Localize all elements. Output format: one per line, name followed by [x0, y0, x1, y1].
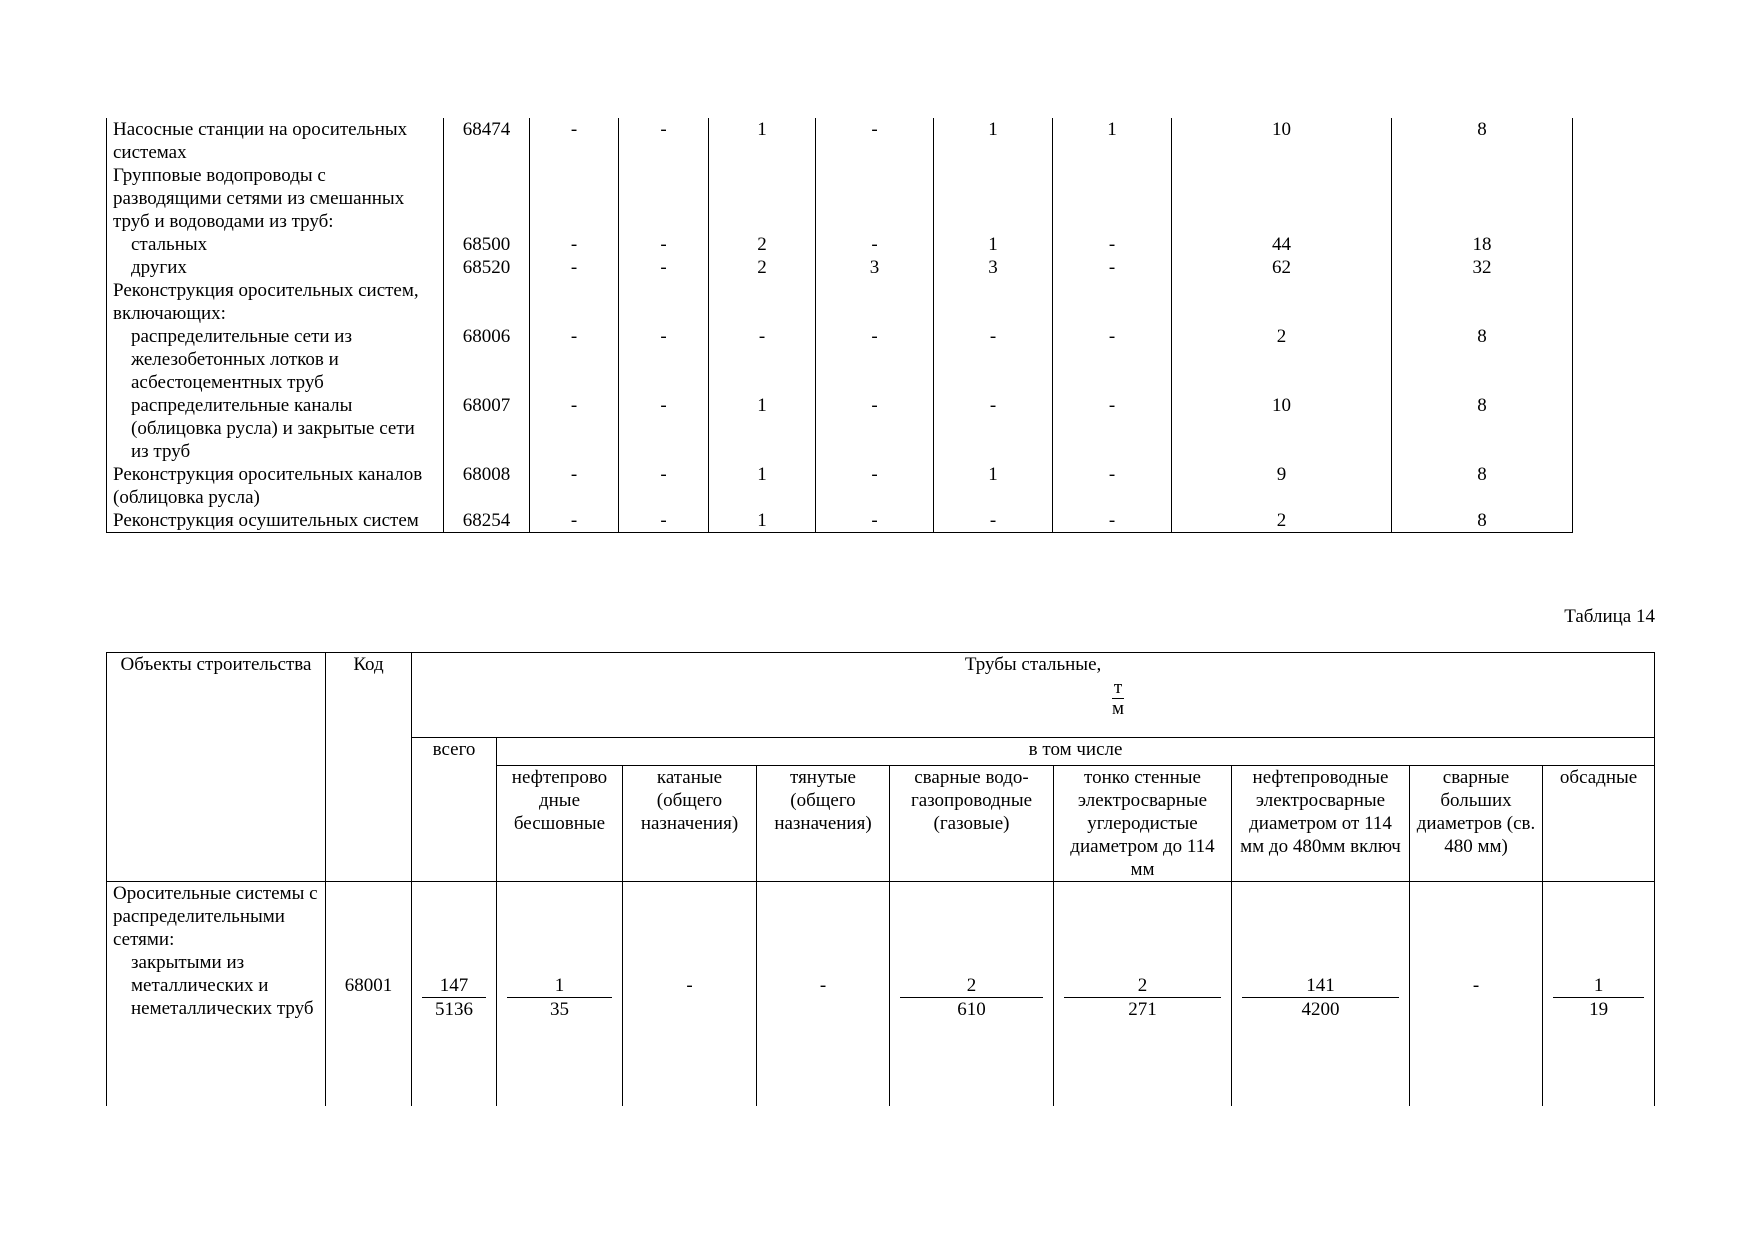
row-value: 1 [934, 463, 1053, 509]
row-objects [107, 882, 326, 1106]
row-value: - [530, 509, 619, 533]
row-total [412, 882, 497, 1106]
row-subheading: закрытыми из металлических и неметаллических труб [131, 952, 314, 1019]
row-value: 1 [1053, 118, 1172, 164]
row-value [530, 279, 619, 325]
row-name: Реконструкция осушительных систем [107, 509, 444, 533]
column-header: катаные (общего назначения) [623, 766, 757, 882]
total-fraction [422, 974, 486, 1021]
row-heading: Оросительные системы с распределительными сетями: [113, 883, 318, 950]
row-value [619, 279, 709, 325]
row-code: 68001 [326, 882, 412, 1106]
total-tonnes: 147 [422, 974, 486, 998]
row-value [1232, 882, 1410, 1106]
row-value: - [530, 118, 619, 164]
row-value [1172, 279, 1392, 325]
value-tonnes: 1 [1553, 974, 1644, 998]
unit-numerator: т [1113, 677, 1123, 698]
header-total: всего [412, 738, 497, 882]
row-value: - [1053, 325, 1172, 394]
unit-denominator: м [1112, 698, 1125, 719]
continuation-table [106, 118, 1573, 533]
row-value: 8 [1392, 394, 1573, 463]
row-value: - [816, 118, 934, 164]
table-row [107, 509, 1573, 533]
header-code: Код [326, 653, 412, 882]
row-value: 3 [816, 256, 934, 279]
table-14 [106, 652, 1655, 1106]
value-fraction [1553, 974, 1644, 1021]
value-fraction [507, 974, 612, 1021]
row-value: 2 [1172, 509, 1392, 533]
row-value [890, 882, 1054, 1106]
value-tonnes: 1 [507, 974, 612, 998]
value-meters: 271 [1128, 999, 1157, 1020]
row-value: 32 [1392, 256, 1573, 279]
row-value: - [530, 325, 619, 394]
row-value [1053, 164, 1172, 233]
row-name: распределительные сети из железобетонных лотков и асбестоцементных труб [107, 325, 444, 394]
row-value: 10 [1172, 394, 1392, 463]
row-value [816, 279, 934, 325]
row-value: - [816, 233, 934, 256]
row-value: 1 [709, 463, 816, 509]
row-value: - [619, 325, 709, 394]
row-value: - [934, 325, 1053, 394]
row-code: 68474 [444, 118, 530, 164]
row-value: - [530, 394, 619, 463]
row-code: 68500 [444, 233, 530, 256]
table-row [107, 325, 1573, 394]
row-value: - [530, 233, 619, 256]
row-value [816, 164, 934, 233]
header-objects: Объекты строительства [107, 653, 326, 882]
column-header: сварные водо-газопроводные (газовые) [890, 766, 1054, 882]
row-value [497, 882, 623, 1106]
row-value [619, 164, 709, 233]
row-code [444, 279, 530, 325]
row-value: 8 [1392, 325, 1573, 394]
value-meters: 4200 [1301, 999, 1340, 1020]
row-value: 1 [934, 118, 1053, 164]
row-name: Реконструкция оросительных каналов (облицовка русла) [107, 463, 444, 509]
row-value: - [816, 325, 934, 394]
row-value: - [1053, 509, 1172, 533]
row-value [1543, 882, 1655, 1106]
column-header: обсадные [1543, 766, 1655, 882]
row-code: 68006 [444, 325, 530, 394]
row-code: 68008 [444, 463, 530, 509]
row-value: 1 [709, 509, 816, 533]
column-header: нефтепроводные электросварные диаметром от 114 мм до 480мм включ [1232, 766, 1410, 882]
row-value [709, 164, 816, 233]
row-value: - [619, 256, 709, 279]
row-value [934, 279, 1053, 325]
row-value: - [816, 509, 934, 533]
row-value: - [619, 233, 709, 256]
row-value: - [619, 509, 709, 533]
row-value: 44 [1172, 233, 1392, 256]
row-value: - [934, 509, 1053, 533]
value-meters: 19 [1589, 999, 1609, 1020]
value-meters: 35 [550, 999, 569, 1020]
column-header: нефтепрово дные бесшовные [497, 766, 623, 882]
table-row [107, 118, 1573, 164]
table-row [107, 394, 1573, 463]
row-value: - [709, 325, 816, 394]
table-14-caption: Таблица 14 [1564, 606, 1655, 627]
row-value: 2 [1172, 325, 1392, 394]
row-value [1392, 279, 1573, 325]
row-value: 9 [1172, 463, 1392, 509]
row-value: 3 [934, 256, 1053, 279]
row-value: - [816, 394, 934, 463]
row-name: других [107, 256, 444, 279]
row-value: 1 [934, 233, 1053, 256]
row-value: - [619, 394, 709, 463]
table-row [107, 463, 1573, 509]
row-code: 68007 [444, 394, 530, 463]
value-fraction [1242, 974, 1399, 1021]
table-row [107, 233, 1573, 256]
row-value: - [623, 882, 757, 1106]
value-tonnes: 2 [1064, 974, 1221, 998]
row-name: стальных [107, 233, 444, 256]
total-meters: 5136 [435, 999, 473, 1020]
row-value [1054, 882, 1232, 1106]
row-value: - [934, 394, 1053, 463]
row-name: Реконструкция оросительных систем, включающих: [107, 279, 444, 325]
row-value: 1 [709, 394, 816, 463]
row-code [444, 164, 530, 233]
header-steel-pipes [412, 653, 1655, 738]
row-value: 1 [709, 118, 816, 164]
row-value: - [530, 463, 619, 509]
table-row [107, 256, 1573, 279]
row-value: - [816, 463, 934, 509]
value-fraction [1064, 974, 1221, 1021]
row-value [530, 164, 619, 233]
value-fraction [900, 974, 1043, 1021]
row-value [1172, 164, 1392, 233]
row-value: 2 [709, 233, 816, 256]
table-row [107, 164, 1573, 233]
column-header: тонко стенные электросварные углеродистые диаметром до 114 мм [1054, 766, 1232, 882]
header-including: в том числе [497, 738, 1655, 766]
row-value [1392, 164, 1573, 233]
header-group-label: Трубы стальные, [964, 654, 1102, 675]
row-value: - [1053, 394, 1172, 463]
row-value: - [1053, 463, 1172, 509]
row-value: - [619, 118, 709, 164]
row-value: - [619, 463, 709, 509]
row-value: 8 [1392, 118, 1573, 164]
row-name: Насосные станции на оросительных системах [107, 118, 444, 164]
row-value: 10 [1172, 118, 1392, 164]
row-value: 2 [709, 256, 816, 279]
row-code: 68520 [444, 256, 530, 279]
row-value: - [530, 256, 619, 279]
row-name: Групповые водопроводы с разводящими сетями из смешанных труб и водоводами из труб: [107, 164, 444, 233]
row-value: 8 [1392, 463, 1573, 509]
table-row [107, 279, 1573, 325]
row-value: - [1053, 233, 1172, 256]
column-header: тянутые (общего назначения) [757, 766, 890, 882]
row-value: 8 [1392, 509, 1573, 533]
value-tonnes: 141 [1242, 974, 1399, 998]
row-value: - [757, 882, 890, 1106]
row-value [1053, 279, 1172, 325]
row-value: 62 [1172, 256, 1392, 279]
row-value [709, 279, 816, 325]
row-value [934, 164, 1053, 233]
row-code: 68254 [444, 509, 530, 533]
row-value: - [1410, 882, 1543, 1106]
row-value: - [1053, 256, 1172, 279]
unit-fraction [1112, 678, 1124, 719]
row-name: распределительные каналы (облицовка русла) и закрытые сети из труб [107, 394, 444, 463]
value-meters: 610 [957, 999, 986, 1020]
row-value: 18 [1392, 233, 1573, 256]
value-tonnes: 2 [900, 974, 1043, 998]
column-header: сварные больших диаметров (св. 480 мм) [1410, 766, 1543, 882]
